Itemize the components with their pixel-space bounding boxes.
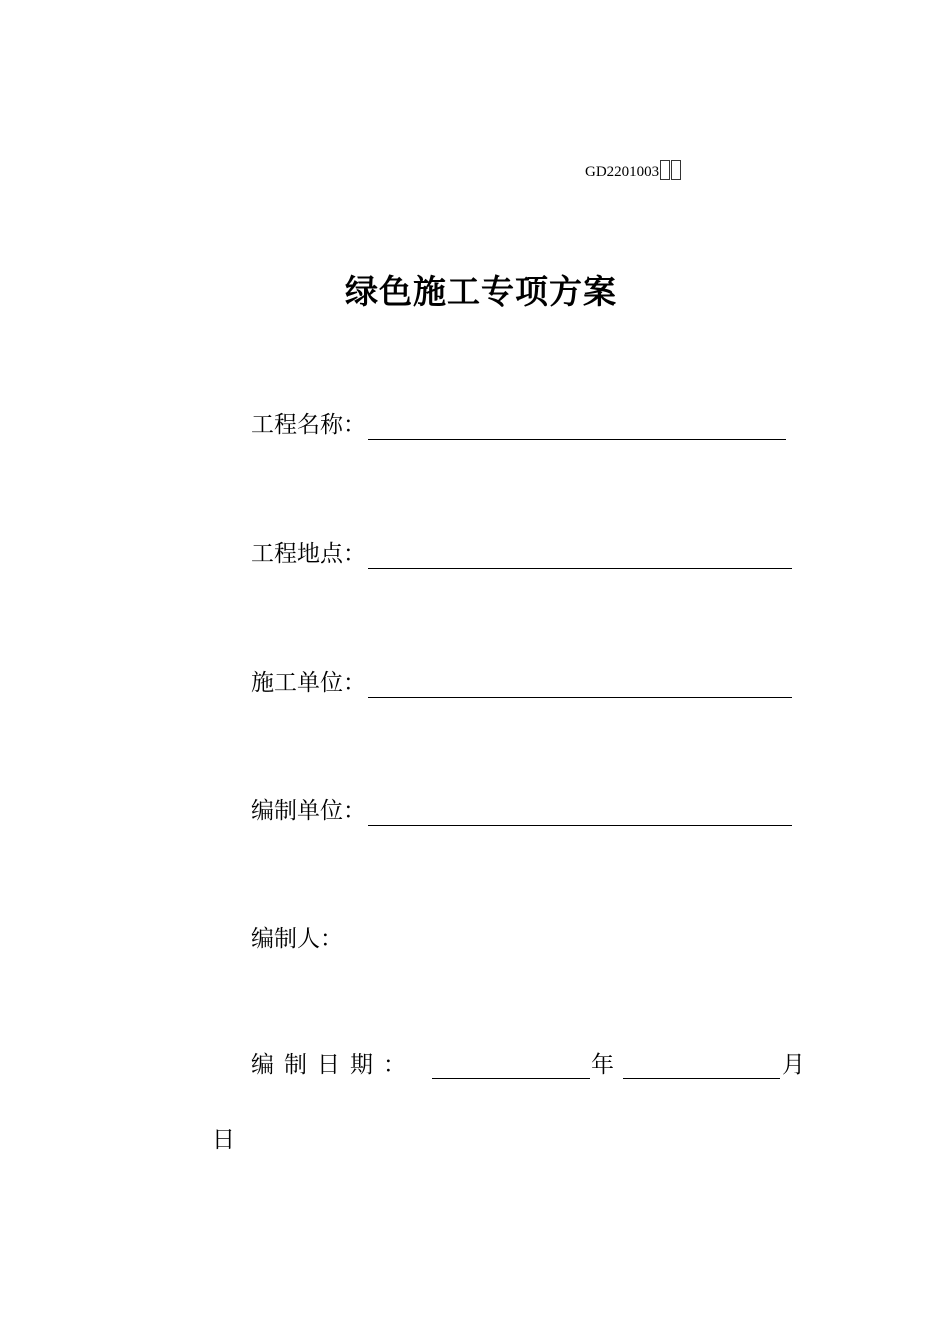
- compile-date-label: 编制日期：: [251, 1052, 416, 1078]
- year-suffix: 年: [591, 1052, 614, 1078]
- day-suffix: 日: [212, 1127, 235, 1153]
- year-blank[interactable]: [432, 1050, 590, 1079]
- missing-glyph-box: [671, 160, 681, 180]
- project-location-label: 工程地点：: [251, 541, 366, 567]
- construction-unit-blank[interactable]: [368, 669, 792, 698]
- construction-unit-label: 施工单位：: [251, 670, 366, 696]
- project-name-label: 工程名称：: [251, 412, 366, 438]
- document-title: 绿色施工专项方案: [345, 272, 617, 311]
- compiler-field: [251, 922, 343, 954]
- compile-date-field: [251, 1050, 811, 1082]
- project-location-field: [251, 537, 792, 569]
- missing-glyph-box: [660, 160, 670, 180]
- project-location-blank[interactable]: [368, 540, 792, 569]
- project-name-blank[interactable]: [368, 411, 786, 440]
- project-name-field: [251, 408, 786, 440]
- document-code: [585, 160, 681, 183]
- construction-unit-field: [251, 666, 792, 698]
- compiling-unit-label: 编制单位：: [251, 798, 366, 824]
- document-code-text: GD2201003: [585, 164, 660, 180]
- compiling-unit-field: [251, 794, 792, 826]
- month-suffix: 月: [782, 1052, 805, 1078]
- compiling-unit-blank[interactable]: [368, 797, 792, 826]
- month-blank[interactable]: [623, 1050, 780, 1079]
- compiler-label: 编制人：: [251, 926, 343, 952]
